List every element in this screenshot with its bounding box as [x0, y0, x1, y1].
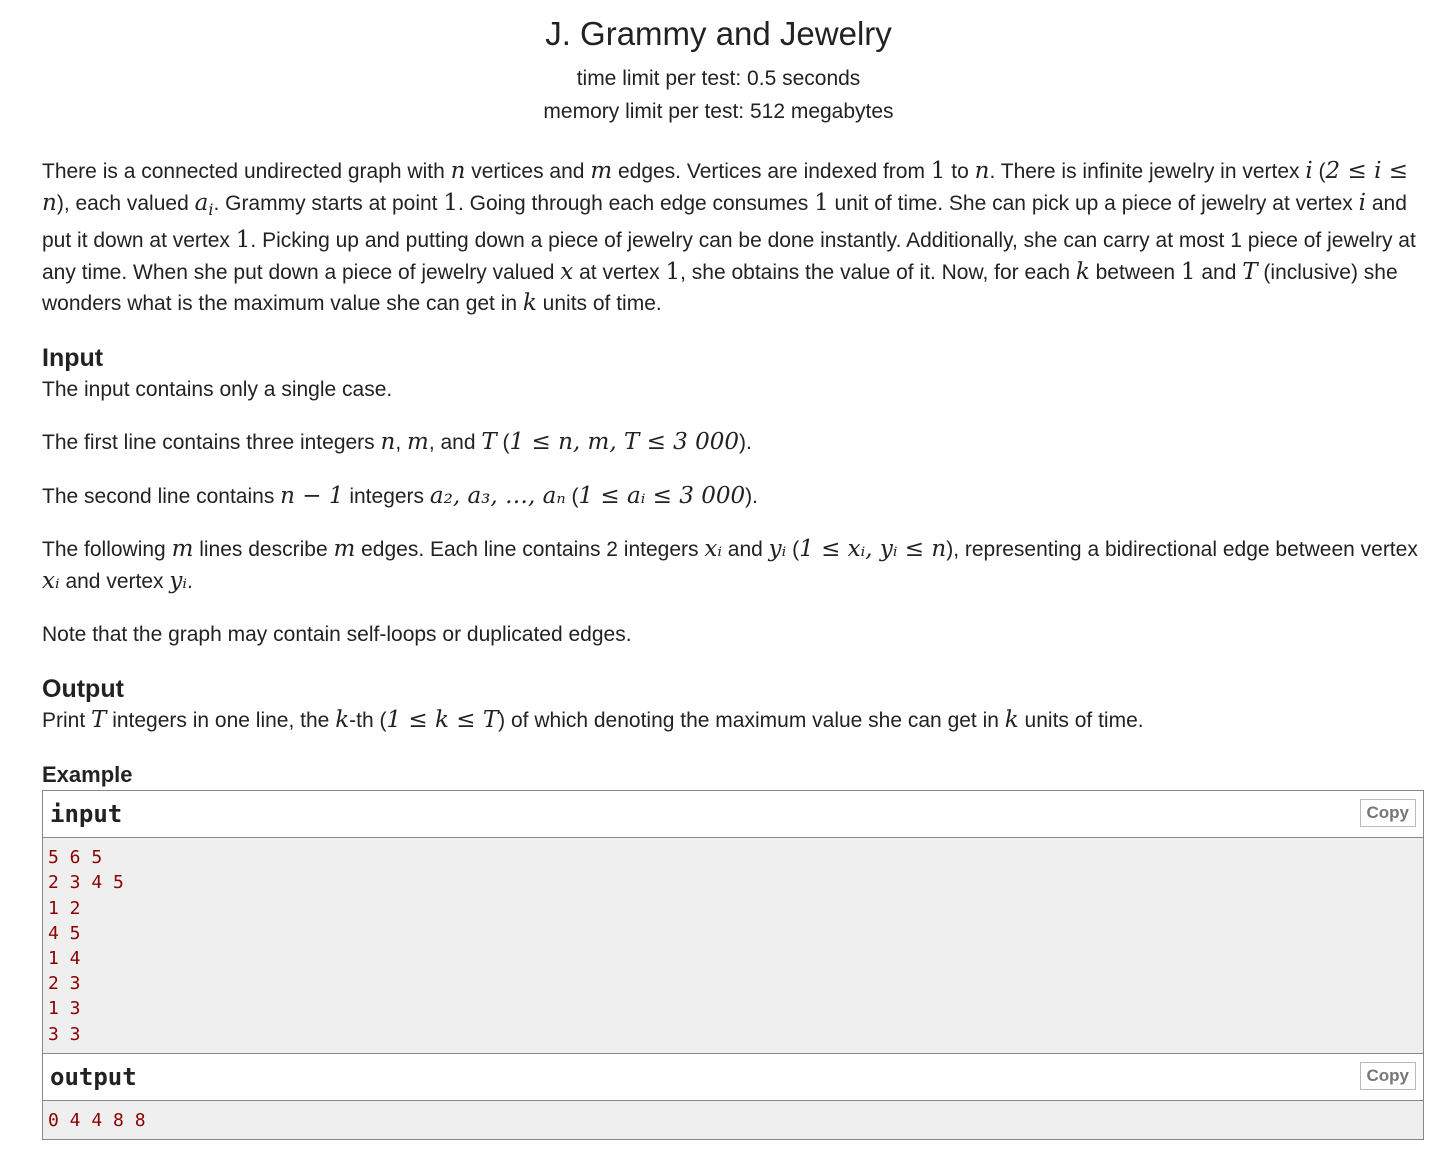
- sample-input-line: 3 3: [48, 1023, 81, 1045]
- sample-input-line: 1 2: [48, 897, 81, 919]
- sample-output-line: 0 4 4 8 8: [48, 1109, 146, 1131]
- legend-paragraph: There is a connected undirected graph with n vertices and m edges. Vertices are indexed from 1 to n. There is infinite jewelry in vertex i (2 ≤ i ≤ n), each valued $a_i$. Grammy starts at point 1. Going through each edge consumes 1 unit of time. She can pick up a piece of jewelry at vertex i and put it down at vertex 1. Picking up and putting down a piece of jewelry can be done instantly. Additionally, she can carry at most 1 piece of jewelry at any time. When she put down a piece of jewelry valued x at vertex 1, she obtains the value of it. Now, for each k between 1 and T (inclusive) she wonders what is the maximum value she can get in k units of time.: [42, 158, 1416, 317]
- sample-input-line: 2 3: [48, 973, 81, 995]
- sample-output-header: [43, 1054, 1423, 1100]
- output-heading: Output: [42, 674, 124, 703]
- sample-output-label: output: [50, 1062, 137, 1091]
- problem-header: [0, 0, 1437, 128]
- sample-output-body: [43, 1100, 1423, 1139]
- sample-test: [42, 790, 1424, 1140]
- input-paragraph-5: Note that the graph may contain self-loops or duplicated edges.: [42, 623, 632, 647]
- sample-input-body: [43, 837, 1423, 1053]
- copy-output-button[interactable]: Copy: [1360, 1062, 1417, 1090]
- example-title: Example: [42, 762, 133, 788]
- sample-input-header: [43, 791, 1423, 837]
- sample-input-line: 2 3 4 5: [48, 872, 124, 894]
- sample-input-line: 4 5: [48, 922, 81, 944]
- input-paragraph-4: The following m lines describe m edges. Each line contains 2 integers xᵢ and yᵢ (1 ≤ xᵢ, yᵢ ≤ n), representing a bidirectional edge between vertex xᵢ and vertex yᵢ.: [42, 536, 1418, 594]
- problem-statement: [42, 156, 1427, 1140]
- time-limit: time limit per test: 0.5 seconds: [576, 67, 861, 90]
- output-paragraph: Print T integers in one line, the k-th (1 ≤ k ≤ T) of which denoting the maximum value she can get in k units of time.: [42, 706, 1144, 733]
- problem-title: J. Grammy and Jewelry: [545, 15, 892, 52]
- input-heading: Input: [42, 343, 104, 372]
- input-paragraph-1: The input contains only a single case.: [42, 377, 393, 401]
- copy-input-button[interactable]: Copy: [1360, 799, 1417, 827]
- sample-input-line: 5 6 5: [48, 847, 103, 869]
- input-paragraph-2: The first line contains three integers n, m, and T (1 ≤ n, m, T ≤ 3 000).: [42, 429, 752, 456]
- memory-limit: memory limit per test: 512 megabytes: [543, 100, 894, 123]
- sample-input-line: 1 4: [48, 948, 81, 969]
- input-paragraph-3: The second line contains n − 1 integers a₂, a₃, …, aₙ (1 ≤ aᵢ ≤ 3 000).: [42, 482, 758, 509]
- sample-input-line: 1 3: [48, 998, 81, 1020]
- sample-input-label: input: [50, 800, 123, 829]
